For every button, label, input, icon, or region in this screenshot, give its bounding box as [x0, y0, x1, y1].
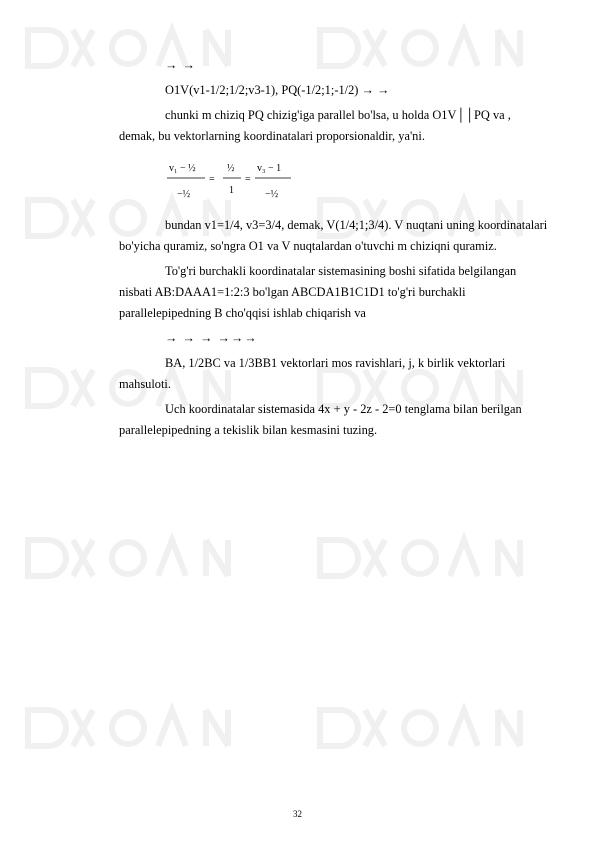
- equals-sign-1: =: [209, 174, 215, 185]
- formula-den-3: −½: [265, 189, 279, 200]
- paragraph-point-v: bundan v1=1/4, v3=3/4, demak, V(1/4;1;3/4). V nuqtani uning koordinatalari bo'yicha quramiz, so'ngra O1 va V nuqtalardan o'tuvchi m chiziqni quramiz.: [119, 218, 548, 253]
- formula-den-2: 1: [229, 185, 234, 196]
- paragraph-unit-vectors: BA, 1/2BC va 1/3BB1 vektorlari mos ravishlari, j, k birlik vektorlari mahsuloti.: [119, 356, 506, 391]
- formula-num-2: ½: [227, 163, 235, 174]
- equals-sign-2: =: [245, 174, 251, 185]
- page-number: 32: [293, 809, 302, 819]
- formula-den-1: −½: [177, 189, 191, 200]
- proportion-formula: [165, 151, 293, 211]
- paragraph-plane-section: Uch koordinatalar sistemasida 4x + y - 2z - 2=0 tenglama bilan berilgan parallelepipedning a tekislik bilan kesmasini tuzing.: [119, 402, 522, 437]
- paragraph-parallel: chunki m chiziq PQ chizig'iga parallel bo'lsa, u holda O1V││PQ va , demak, bu vektorlarning koordinatalari proporsionaldir, ya'ni.: [119, 108, 511, 143]
- formula-num-3: v₃ − 1: [257, 163, 282, 174]
- vector-arrows-line-2: → → → →→→: [165, 331, 258, 345]
- page-body: [119, 55, 549, 445]
- vector-arrows-line: → →: [165, 58, 196, 72]
- vector-coordinates-line: O1V(v1-1/2;1/2;v3-1), PQ(-1/2;1;-1/2) → →: [165, 83, 390, 97]
- paragraph-parallelepiped: To'g'ri burchakli koordinatalar sistemasining boshi sifatida belgilangan nisbati AB:DAAA1=1:2:3 bo'lgan ABCDA1B1C1D1 to'g'ri burchakli parallelepipedning B cho'qqisi ishlab chiqarish va: [119, 264, 517, 320]
- formula-num-1: v₁ − ½: [169, 163, 196, 174]
